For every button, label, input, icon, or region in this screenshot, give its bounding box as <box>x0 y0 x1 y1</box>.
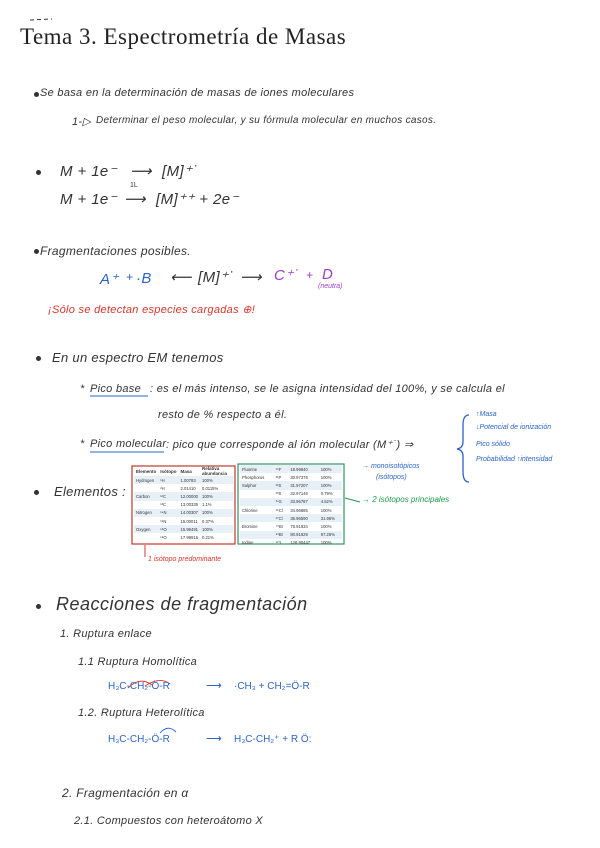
arrow-left: ⟵ <box>170 269 192 286</box>
table-row <box>134 517 233 525</box>
table-cell: 100% <box>320 507 332 513</box>
a-plus: A⁺ <box>100 271 119 288</box>
fragmentation-heading: Fragmentaciones posibles. <box>40 244 191 258</box>
warning-note: ¡Sólo se detectan especies cargadas ⊕! <box>48 304 256 316</box>
table-row <box>240 465 342 473</box>
table-cell: ¹²⁷I <box>275 540 282 546</box>
isotope-table-2 <box>240 465 342 547</box>
table-cell: ⁸¹Br <box>274 531 289 539</box>
table-cell: 100% <box>320 523 332 529</box>
sub-heading-1-2: 1.2. Ruptura Heterolítica <box>78 707 205 719</box>
table-cell: ³²S <box>274 481 289 489</box>
table-row <box>240 531 342 539</box>
table-cell: ¹⁶O <box>158 525 178 533</box>
homolytic-eq-left: H₃C-CH₂-Ö-R <box>108 681 170 692</box>
table-cell: 30.97376 <box>290 474 308 480</box>
table-cell: 12.00000 <box>180 493 198 499</box>
table-cell: 34.96885 <box>290 507 308 513</box>
table-row <box>240 506 342 514</box>
table-cell: 15.00011 <box>180 518 198 524</box>
sub-heading-2-1: 2.1. Compuestos con heteroátomo X <box>74 815 264 827</box>
table-cell: 100% <box>319 465 342 473</box>
homolytic-eq-arrow: ⟶ <box>206 680 222 692</box>
page-title: Tema 3. Espectrometría de Masas <box>20 24 347 49</box>
table-cell: 1.00783 <box>179 476 200 484</box>
mol-peak-label: Pico molecular <box>90 438 167 450</box>
table-cell <box>134 517 158 525</box>
table-cell: ¹⁸O <box>160 534 167 540</box>
table-cell: ³⁴S <box>274 498 289 506</box>
table-cell <box>134 501 158 509</box>
table-cell <box>240 498 274 506</box>
table-cell: 32.97146 <box>290 491 308 497</box>
bullet-icon <box>34 249 39 254</box>
bullet-icon <box>36 170 41 175</box>
bullet-icon: * <box>80 438 85 450</box>
base-peak-text: : es el más intenso, se le asigna intensidad del 100%, y se calcula el <box>150 383 505 395</box>
column-header: Relativa abundancia <box>201 466 227 476</box>
d-note: (neutra) <box>318 283 343 290</box>
table-cell: 4.52% <box>319 498 342 506</box>
table-cell: ¹²C <box>158 492 178 500</box>
table-cell: 13.00335 <box>180 502 198 508</box>
eq2-right: [M]⁺⁺ + 2e⁻ <box>156 191 239 208</box>
table-cell: 14.00307 <box>180 510 198 516</box>
table-cell: 1.1% <box>201 502 212 508</box>
brace-item-probability: Probabilidad ↑intensidad <box>476 456 553 463</box>
table-row <box>240 539 342 547</box>
note-predominant: 1 isótopo predominante <box>148 556 222 563</box>
reactions-heading: Reacciones de fragmentación <box>56 594 308 614</box>
table-cell: Nitrogen <box>134 509 158 517</box>
table-cell <box>134 484 158 492</box>
table-cell: 0.0115% <box>201 485 219 491</box>
sub-heading-2: 2. Fragmentación en α <box>62 786 189 800</box>
table-cell: 100% <box>200 492 233 500</box>
spectrum-line-1: En un espectro EM tenemos <box>52 350 224 365</box>
table-cell: 0.37% <box>201 518 214 524</box>
table-cell: 0.79% <box>320 491 333 497</box>
isotope-table-1 <box>134 467 233 542</box>
table-cell: 31.96% <box>319 514 342 522</box>
brace-item-ionization: ↓Potencial de ionización <box>476 424 552 431</box>
table-cell: ¹⁵N <box>160 518 167 524</box>
table-row <box>134 484 233 492</box>
table-cell <box>240 531 274 539</box>
table-cell: 15.99491 <box>180 526 198 532</box>
table-cell: ¹³C <box>160 502 167 508</box>
plus-2: + <box>306 268 314 282</box>
table-cell: 31.97207 <box>288 481 318 489</box>
table-cell: ⁷⁹Br <box>275 523 284 529</box>
table-cell: Iodine <box>242 540 254 546</box>
table-row <box>134 492 233 500</box>
table-cell: Sulphur <box>240 481 274 489</box>
table-row <box>134 509 233 517</box>
table-cell: Fluorine <box>240 465 274 473</box>
eq2-arrow-label: 1L <box>130 182 138 189</box>
table-cell: ¹H <box>158 476 178 484</box>
table-cell: 78.91834 <box>290 523 308 529</box>
base-peak-text-2: resto de % respecto a él. <box>158 409 288 421</box>
table-row <box>134 533 233 541</box>
heterolytic-eq-left: H₃C-CH₂-Ö-R <box>108 734 170 745</box>
eq1-arrow: ⟶ <box>130 163 152 180</box>
intro-line-1: Se basa en la determinación de masas de iones moleculares <box>40 87 355 99</box>
table-cell: 2.01410 <box>180 485 196 491</box>
table-cell: 100% <box>200 525 233 533</box>
table-cell: Oxygen <box>134 525 158 533</box>
note-two-isotopes: → 2 isótopos principales <box>362 495 450 504</box>
column-header: Isótopo <box>160 469 177 474</box>
sub-heading-1-1: 1.1 Ruptura Homolítica <box>78 656 198 668</box>
b-radical: ·B <box>136 270 152 287</box>
table-row <box>240 490 342 498</box>
table-cell: Phosphorus <box>242 474 265 480</box>
table-row <box>240 498 342 506</box>
heterolytic-eq-arrow: ⟶ <box>206 733 222 745</box>
table-cell: ³⁵Cl <box>275 507 283 513</box>
base-peak-label: Pico base <box>90 383 142 395</box>
note-monoisotopic: → monoisotópicos <box>362 463 420 470</box>
table-header-row <box>134 467 233 476</box>
bullet-icon <box>36 356 41 361</box>
eq2-left: M + 1e⁻ <box>60 191 117 208</box>
table-cell: 100% <box>319 481 342 489</box>
c-plus: C⁺˙ <box>274 267 299 284</box>
eq1-right: [M]⁺˙ <box>162 163 198 180</box>
table-cell: 100% <box>320 540 332 546</box>
table-cell: 100% <box>200 476 233 484</box>
table-row <box>134 501 233 509</box>
eq2-arrow: ⟶ <box>124 191 146 208</box>
table-row <box>240 473 342 481</box>
column-header: Elemento <box>136 469 157 474</box>
bullet-icon <box>34 92 39 97</box>
intro-arrow: 1-▷ <box>72 116 92 128</box>
arrow-right: ⟶ <box>240 269 262 286</box>
table-cell: 100% <box>200 509 233 517</box>
bullet-icon: * <box>80 383 85 395</box>
table-cell: 33.96787 <box>288 498 318 506</box>
table-cell: 0.21% <box>201 534 214 540</box>
table-cell: ³⁷Cl <box>274 514 289 522</box>
elements-label: Elementos : <box>54 484 126 499</box>
table-cell: 97.28% <box>319 531 342 539</box>
table-cell: ³³S <box>275 491 282 497</box>
table-cell: Carbon <box>134 492 158 500</box>
table-cell: 36.96590 <box>288 514 318 522</box>
d-neutral: D <box>322 266 334 283</box>
table-cell <box>134 533 158 541</box>
table-cell <box>240 514 274 522</box>
bullet-icon <box>36 604 41 609</box>
table-row <box>240 514 342 522</box>
heterolytic-eq-right: H₃C-CH₂⁺ + R Ö: <box>234 734 312 745</box>
homolytic-eq-right: ·CH₃ + CH₂=Ö-R <box>234 681 310 692</box>
intro-line-2: Determinar el peso molecular, y su fórmula molecular en muchos casos. <box>96 115 437 126</box>
table-cell: Chlorine <box>242 507 258 513</box>
brace-item-solid: Pico sólido <box>476 441 510 448</box>
table-cell: 80.91629 <box>288 531 318 539</box>
table-cell: 100% <box>320 474 332 480</box>
plus-1: + <box>126 270 134 284</box>
table-cell: ¹⁹F <box>274 465 289 473</box>
table-cell: 18.99840 <box>288 465 318 473</box>
table-cell: Hydrogen <box>134 476 158 484</box>
table-cell: 126.90447 <box>290 540 311 546</box>
bullet-icon <box>34 490 39 495</box>
note-monoisotopic-2: (isótopos) <box>376 474 407 481</box>
column-header: Masa <box>180 469 192 474</box>
table-cell: 17.99916 <box>180 534 198 540</box>
table-row <box>134 525 233 533</box>
table-cell <box>240 490 274 498</box>
table-cell: ¹⁴N <box>158 509 178 517</box>
brace-item-mass: ↑Masa <box>476 411 497 418</box>
molecular-ion: [M]⁺˙ <box>198 269 234 286</box>
table-cell: ³¹P <box>275 474 282 480</box>
table-row <box>240 481 342 489</box>
table-cell: Bromine <box>242 523 258 529</box>
eq1-left: M + 1e⁻ <box>60 163 117 180</box>
mol-peak-text: : pico que corresponde al ión molecular (M⁺˙) ⇒ <box>166 439 414 451</box>
table-row <box>240 522 342 530</box>
table-row <box>134 476 233 484</box>
sub-heading-1: 1. Ruptura enlace <box>60 628 152 640</box>
table-cell: ²H <box>160 485 165 491</box>
